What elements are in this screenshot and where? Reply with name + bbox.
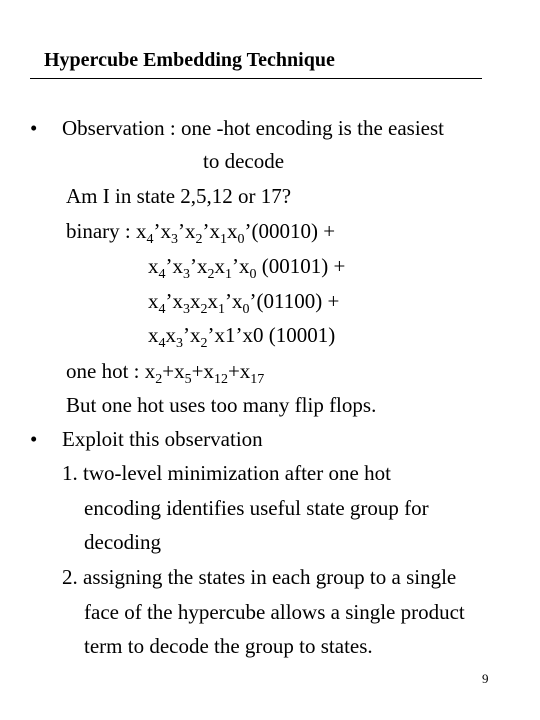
- bullet-exploit: •: [30, 427, 38, 451]
- item2-line-2: face of the hypercube allows a single product: [84, 600, 465, 624]
- binary-line-4: $x_4x_3’x_2’x1’x0$ (10001): [148, 323, 336, 351]
- item1-line-3: decoding: [84, 530, 161, 554]
- binary-line-1: binary : $x_4’x_3’x_2’x_1x_0’(00010)$ +: [66, 219, 336, 247]
- item1-line-2: encoding identifies useful state group for: [84, 496, 429, 520]
- but-text: But one hot uses too many flip flops.: [66, 393, 377, 417]
- page-title: Hypercube Embedding Technique: [44, 49, 335, 71]
- item2-line-3: term to decode the group to states.: [84, 634, 373, 658]
- onehot-line: one hot : $x_2+x_5+x_{12}+x_{17}$: [66, 359, 265, 387]
- item1-line-1: 1. two-level minimization after one hot: [62, 461, 391, 485]
- page-number: 9: [482, 671, 489, 686]
- item2-line-1: 2. assigning the states in each group to a single: [62, 565, 457, 589]
- title-underline: [30, 78, 482, 79]
- binary-line-2: $x_4’x_3’x_2x_1’x_0$ (00101) +: [148, 254, 346, 282]
- bullet-observation: •: [30, 116, 38, 140]
- observation-text: Observation : one -hot encoding is the easiest: [62, 116, 444, 140]
- question-text: Am I in state 2,5,12 or 17?: [66, 184, 292, 208]
- observation-cont: to decode: [203, 149, 285, 173]
- exploit-text: Exploit this observation: [62, 427, 263, 451]
- binary-line-3: $x_4’x_3x_2x_1’x_0’(01100)$ +: [148, 289, 340, 317]
